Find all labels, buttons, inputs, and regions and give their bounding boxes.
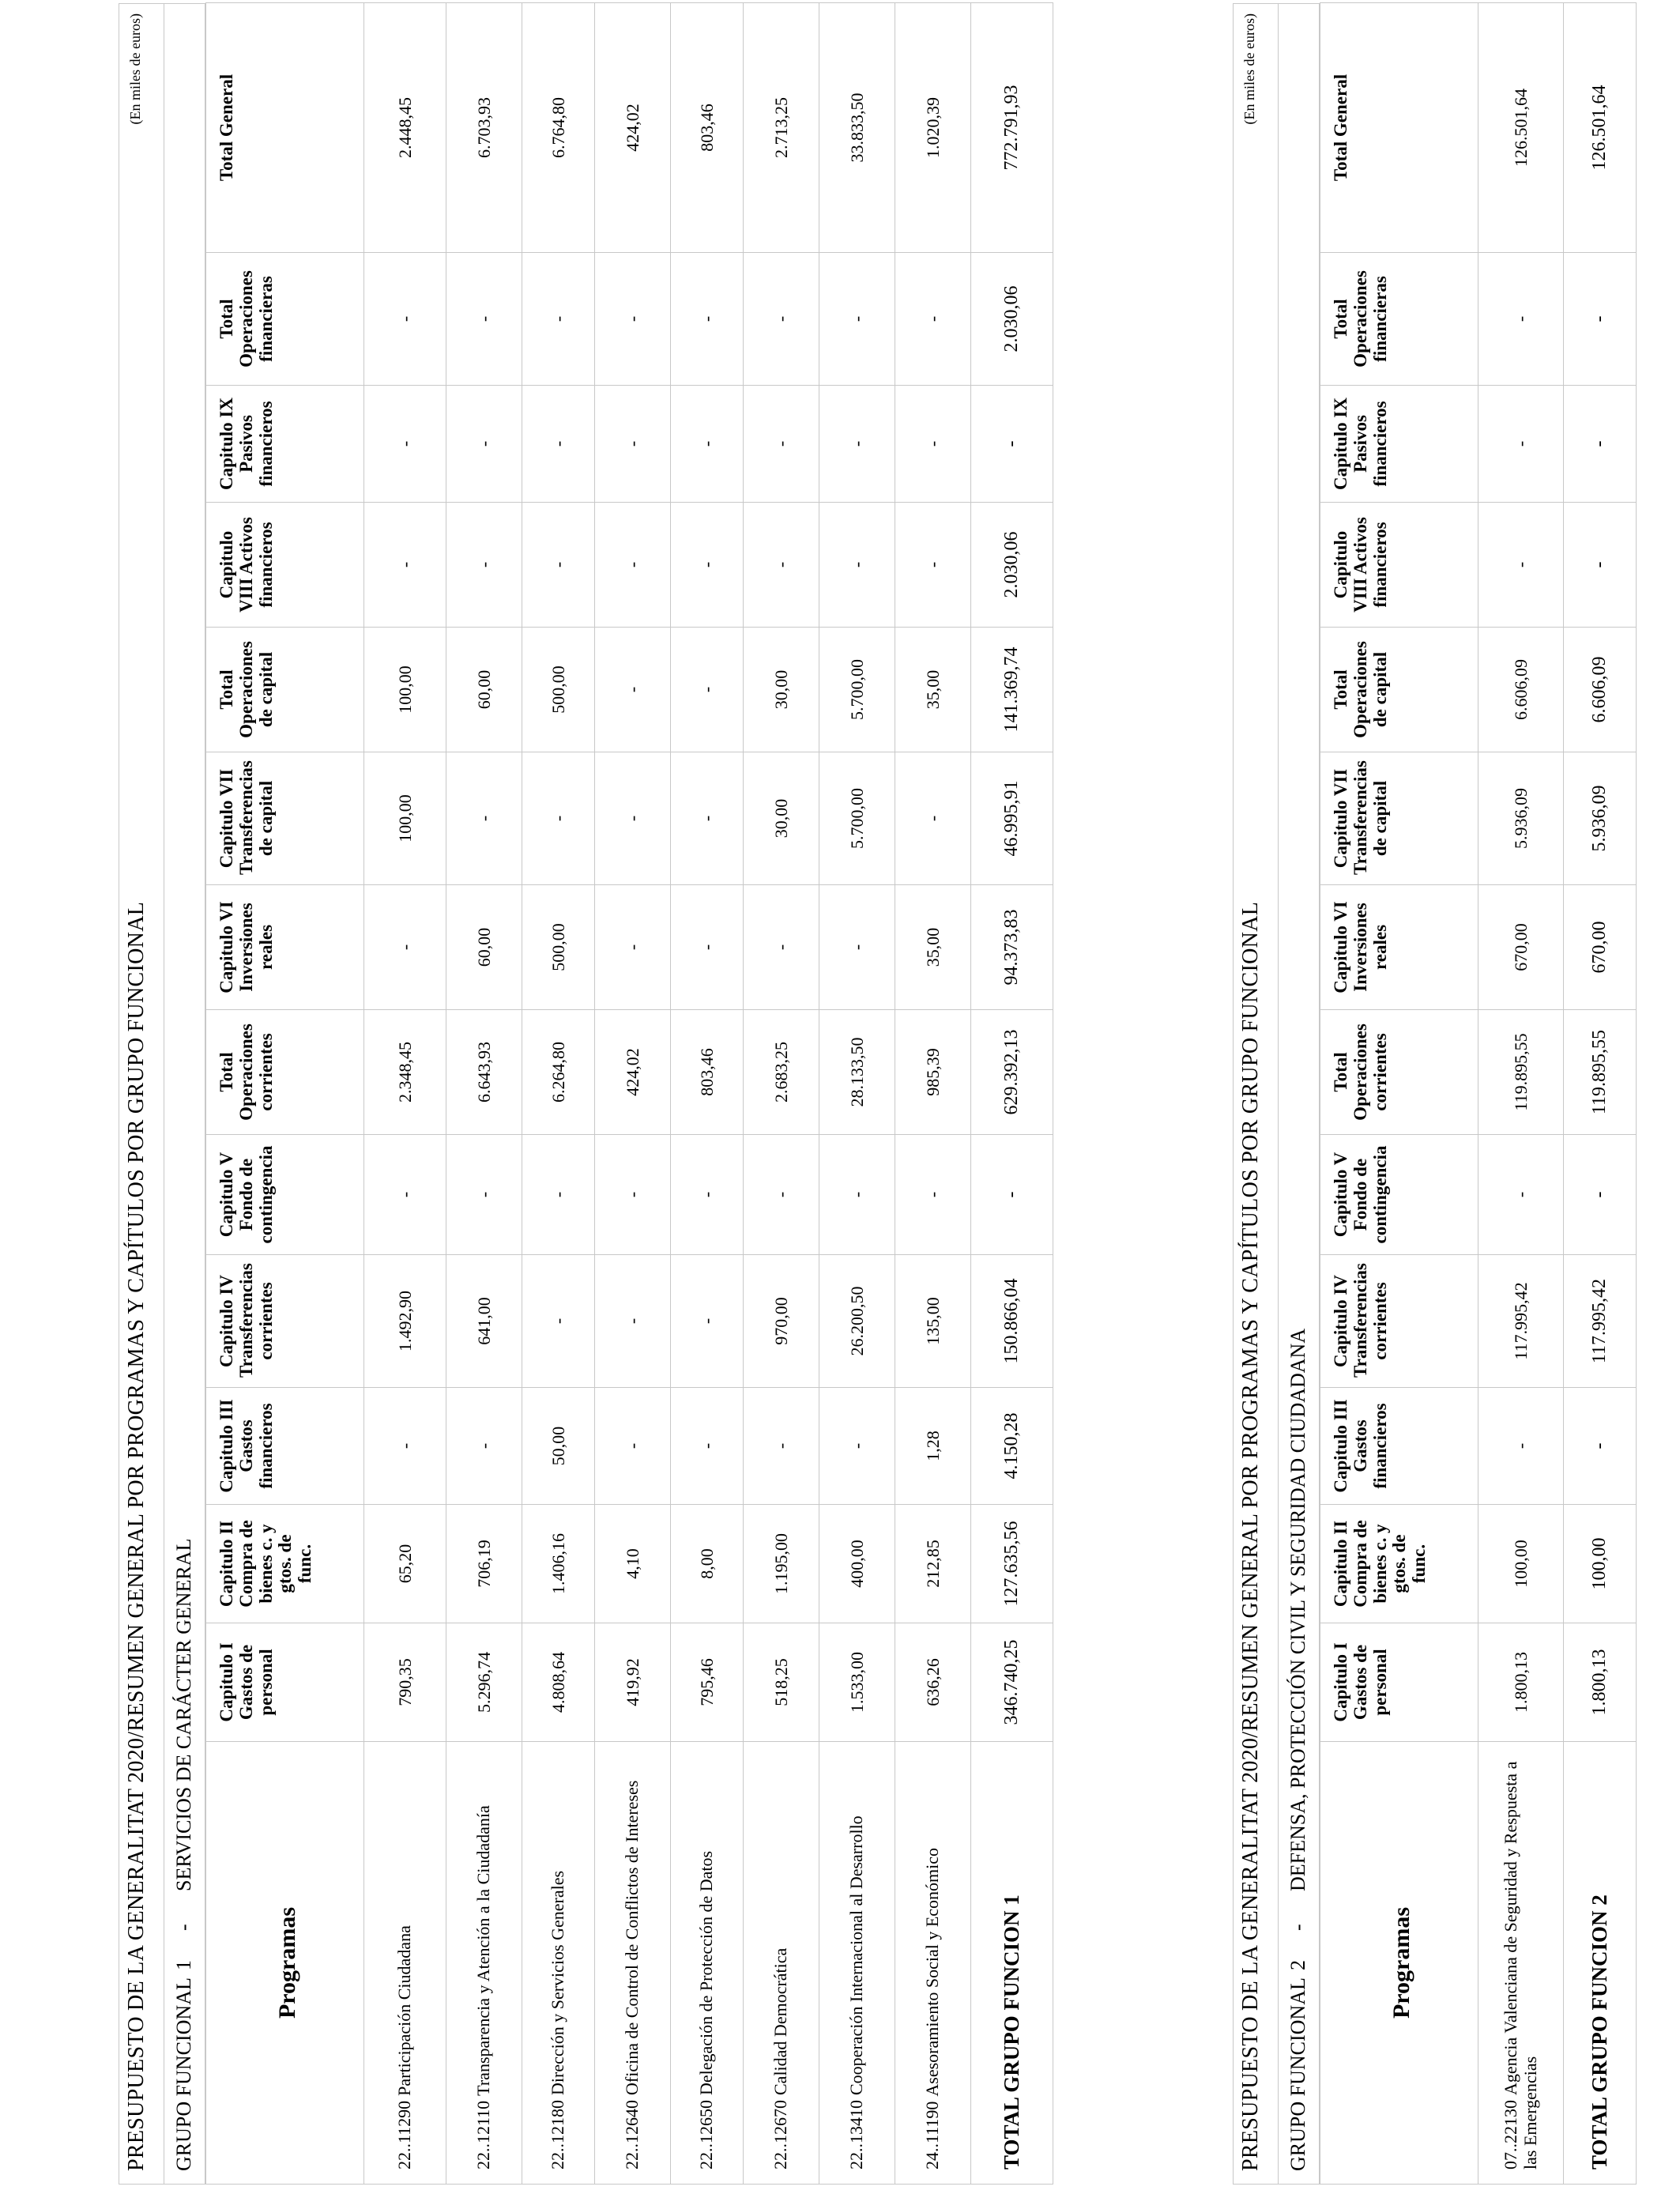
value-cell: - [819,253,895,386]
value-cell: 670,00 [1478,885,1564,1010]
value-cell: 500,00 [522,885,595,1010]
value-cell: 2.683,25 [744,1010,819,1135]
value-cell: 100,00 [1478,1505,1564,1623]
total-value-cell: 1.800,13 [1564,1623,1637,1742]
program-name: Oficina de Control de Conflictos de Intereses [622,1780,642,2095]
column-header: Total General [206,3,364,253]
group-name: SERVICIOS DE CARÁCTER GENERAL [172,1538,195,1891]
column-header: Capitulo VIII Activos financieros [1320,503,1478,628]
value-cell: - [744,885,819,1010]
value-cell: 60,00 [446,885,522,1010]
value-cell: - [522,386,595,503]
value-cell: - [595,1255,671,1388]
group-number: 2 [1286,1960,1309,1970]
total-value-cell: - [971,386,1053,503]
column-header: Capitulo I Gastos de personal [1320,1623,1478,1742]
value-cell: - [671,1388,744,1505]
value-cell: - [895,253,971,386]
total-value-cell: - [971,1135,1053,1255]
report-title: PRESUPUESTO DE LA GENERALITAT 2020/RESUMEN GENERAL POR PROGRAMAS Y CAPÍTULOS POR GRUPO FUNCIONAL [124,901,149,2171]
value-cell: 135,00 [895,1255,971,1388]
value-cell: - [364,253,446,386]
value-cell: 6.703,93 [446,3,522,253]
value-cell: - [671,386,744,503]
value-cell: - [671,885,744,1010]
value-cell: 26.200,50 [819,1255,895,1388]
value-cell: 790,35 [364,1623,446,1742]
value-cell: 119.895,55 [1478,1010,1564,1135]
value-cell: - [595,386,671,503]
value-cell: 706,19 [446,1505,522,1623]
total-value-cell: 141.369,74 [971,628,1053,752]
value-cell: - [364,1388,446,1505]
value-cell: 795,46 [671,1623,744,1742]
value-cell: - [364,885,446,1010]
total-label: TOTAL GRUPO FUNCION 1 [971,1742,1053,2185]
total-value-cell: 94.373,83 [971,885,1053,1010]
column-header: Total Operaciones corrientes [1320,1010,1478,1135]
value-cell: - [819,885,895,1010]
program-cell [671,1742,744,2185]
value-cell: 2.448,45 [364,3,446,253]
total-value-cell: - [1564,253,1637,386]
value-cell: 985,39 [895,1010,971,1135]
program-code: 22..12110 [473,2100,494,2169]
value-cell: 6.764,80 [522,3,595,253]
column-header: Programas [206,1742,364,2185]
value-cell: 970,00 [744,1255,819,1388]
total-value-cell: - [1564,503,1637,628]
value-cell: - [819,1135,895,1255]
total-value-cell: 670,00 [1564,885,1637,1010]
value-cell: - [522,503,595,628]
total-value-cell: 6.606,09 [1564,628,1637,752]
value-cell: 2.713,25 [744,3,819,253]
group-name: DEFENSA, PROTECCIÓN CIVIL Y SEGURIDAD CIUDADANA [1286,1328,1309,1891]
value-cell: 100,00 [364,628,446,752]
value-cell: - [744,1388,819,1505]
value-cell: - [895,386,971,503]
total-value-cell: - [1564,386,1637,503]
column-header: Capitulo VII Transferencias de capital [206,752,364,885]
value-cell: 126.501,64 [1478,3,1564,253]
total-value-cell: 346.740,25 [971,1623,1053,1742]
value-cell: - [446,752,522,885]
program-cell [595,1742,671,2185]
total-value-cell: 2.030,06 [971,503,1053,628]
program-name: Calidad Democrática [770,1947,791,2095]
value-cell: - [595,752,671,885]
total-value-cell: 100,00 [1564,1505,1637,1623]
value-cell: - [446,253,522,386]
value-cell: - [671,752,744,885]
column-header: Capitulo III Gastos financieros [206,1388,364,1505]
column-header: Total General [1320,3,1478,253]
value-cell: - [895,503,971,628]
table-row [446,3,522,2185]
value-cell: 500,00 [522,628,595,752]
value-cell: 424,02 [595,3,671,253]
table-row [595,3,671,2185]
table-row [1478,3,1564,2185]
value-cell: - [819,1388,895,1505]
value-cell: 8,00 [671,1505,744,1623]
column-header: Capitulo VI Inversiones reales [206,885,364,1010]
value-cell: - [671,253,744,386]
total-value-cell: 117.995,42 [1564,1255,1637,1388]
total-label: TOTAL GRUPO FUNCION 2 [1564,1742,1637,2185]
program-cell [895,1742,971,2185]
program-name: Cooperación Internacional al Desarrollo [846,1815,867,2095]
total-value-cell: 772.791,93 [971,3,1053,253]
value-cell: - [1478,1388,1564,1505]
value-cell: - [595,1135,671,1255]
value-cell: - [446,386,522,503]
column-header: Capitulo II Compra de bienes c. y gtos. de func. [206,1505,364,1623]
value-cell: - [1478,1135,1564,1255]
column-header: Total Operaciones de capital [1320,628,1478,752]
total-value-cell: 629.392,13 [971,1010,1053,1135]
column-header: Capitulo IV Transferencias corrientes [1320,1255,1478,1388]
column-header: Capitulo I Gastos de personal [206,1623,364,1742]
value-cell: 636,26 [895,1623,971,1742]
program-code: 24..11190 [922,2101,943,2169]
value-cell: - [1478,253,1564,386]
value-cell: - [364,1135,446,1255]
value-cell: - [364,503,446,628]
column-header: Total Operaciones corrientes [206,1010,364,1135]
value-cell: 117.995,42 [1478,1255,1564,1388]
value-cell: - [819,386,895,503]
value-cell: 50,00 [522,1388,595,1505]
program-name: Participación Ciudadana [394,1925,415,2096]
program-cell [819,1742,895,2185]
value-cell: - [522,253,595,386]
units-note: (En miles de euros) [1241,13,1257,125]
total-value-cell: 5.936,09 [1564,752,1637,885]
table-row [819,3,895,2185]
table-row [671,3,744,2185]
value-cell: - [671,628,744,752]
value-cell: 641,00 [446,1255,522,1388]
column-header: Capitulo VIII Activos financieros [206,503,364,628]
section-panel-2 [1233,3,1680,2185]
value-cell: - [595,253,671,386]
total-value-cell: 127.635,56 [971,1505,1053,1623]
column-header: Capitulo IX Pasivos financieros [1320,386,1478,503]
column-header: Capitulo VII Transferencias de capital [1320,752,1478,885]
value-cell: 424,02 [595,1010,671,1135]
value-cell: 4.808,64 [522,1623,595,1742]
value-cell: 35,00 [895,885,971,1010]
total-row [971,3,1053,2185]
value-cell: - [446,503,522,628]
value-cell: - [446,1135,522,1255]
value-cell: - [671,1255,744,1388]
value-cell: - [744,386,819,503]
value-cell: - [364,386,446,503]
value-cell: - [744,1135,819,1255]
value-cell: 212,85 [895,1505,971,1623]
value-cell: 803,46 [671,1010,744,1135]
value-cell: 4,10 [595,1505,671,1623]
group-label: GRUPO FUNCIONAL [1286,1977,1309,2171]
value-cell: 5.700,00 [819,628,895,752]
value-cell: - [744,503,819,628]
value-cell: 100,00 [364,752,446,885]
value-cell: 803,46 [671,3,744,253]
value-cell: 28.133,50 [819,1010,895,1135]
program-code: 22..12670 [770,2100,791,2169]
value-cell: 1.533,00 [819,1623,895,1742]
value-cell: - [522,1135,595,1255]
total-value-cell: 2.030,06 [971,253,1053,386]
value-cell: 30,00 [744,752,819,885]
budget-table [1320,2,1637,2185]
value-cell: - [595,1388,671,1505]
program-cell [364,1742,446,2185]
value-cell: 5.296,74 [446,1623,522,1742]
value-cell: 1.492,90 [364,1255,446,1388]
budget-table [205,2,1053,2185]
table-row [895,3,971,2185]
value-cell: - [446,1388,522,1505]
value-cell: - [895,1135,971,1255]
column-header: Capitulo V Fondo de contingencia [206,1135,364,1255]
column-header: Capitulo II Compra de bienes c. y gtos. de func. [1320,1505,1478,1623]
program-cell [1478,1742,1564,2185]
program-code: 07..22130 [1500,2100,1520,2169]
column-header: Programas [1320,1742,1478,2185]
value-cell: - [522,1255,595,1388]
header-row [206,3,364,2185]
column-header: Capitulo VI Inversiones reales [1320,885,1478,1010]
program-name: Dirección y Servicios Generales [548,1870,568,2095]
program-name: Transparencia y Atención a la Ciudadanía [473,1805,494,2096]
total-value-cell: 46.995,91 [971,752,1053,885]
group-label: GRUPO FUNCIONAL [172,1977,195,2171]
section-panel-1 [119,3,1024,2185]
program-code: 22..12640 [622,2100,642,2169]
total-value-cell: - [1564,1135,1637,1255]
value-cell: - [595,503,671,628]
title-row [1233,3,1279,2185]
program-code: 22..12180 [548,2100,568,2169]
title-row [119,3,164,2185]
total-value-cell: - [1564,1388,1637,1505]
value-cell: 35,00 [895,628,971,752]
group-number: 1 [172,1960,195,1970]
table-row [364,3,446,2185]
column-header: Capitulo III Gastos financieros [1320,1388,1478,1505]
group-dash: - [1286,1924,1309,1931]
column-header: Capitulo IX Pasivos financieros [206,386,364,503]
value-cell: 33.833,50 [819,3,895,253]
value-cell: 2.348,45 [364,1010,446,1135]
total-row [1564,3,1637,2185]
value-cell: 1,28 [895,1388,971,1505]
column-header: Capitulo V Fondo de contingencia [1320,1135,1478,1255]
group-heading [1279,3,1320,2185]
value-cell: 1.195,00 [744,1505,819,1623]
value-cell: 518,25 [744,1623,819,1742]
header-row [1320,3,1478,2185]
value-cell: 30,00 [744,628,819,752]
table-row [522,3,595,2185]
value-cell: 5.700,00 [819,752,895,885]
group-dash: - [172,1924,195,1931]
program-code: 22..11290 [394,2100,415,2169]
program-name: Asesoramiento Social y Económico [922,1847,943,2097]
column-header: Capitulo IV Transferencias corrientes [206,1255,364,1388]
value-cell: 5.936,09 [1478,752,1564,885]
value-cell: - [819,503,895,628]
report-title: PRESUPUESTO DE LA GENERALITAT 2020/RESUMEN GENERAL POR PROGRAMAS Y CAPÍTULOS POR GRUPO FUNCIONAL [1238,901,1263,2171]
value-cell: 65,20 [364,1505,446,1623]
value-cell: - [895,752,971,885]
value-cell: 419,92 [595,1623,671,1742]
value-cell: - [1478,386,1564,503]
program-name: Delegación de Protección de Datos [696,1850,717,2095]
units-note: (En miles de euros) [127,13,143,125]
value-cell: - [1478,503,1564,628]
value-cell: 1.406,16 [522,1505,595,1623]
total-value-cell: 150.866,04 [971,1255,1053,1388]
value-cell: - [671,503,744,628]
value-cell: - [522,752,595,885]
program-cell [744,1742,819,2185]
value-cell: 400,00 [819,1505,895,1623]
value-cell: 6.606,09 [1478,628,1564,752]
value-cell: - [595,628,671,752]
value-cell: 1.020,39 [895,3,971,253]
program-cell [522,1742,595,2185]
program-code: 22..12650 [696,2100,717,2169]
column-header: Total Operaciones financieras [1320,253,1478,386]
table-row [744,3,819,2185]
value-cell: 1.800,13 [1478,1623,1564,1742]
value-cell: - [671,1135,744,1255]
total-value-cell: 126.501,64 [1564,3,1637,253]
value-cell: - [744,253,819,386]
value-cell: - [595,885,671,1010]
value-cell: 60,00 [446,628,522,752]
value-cell: 6.643,93 [446,1010,522,1135]
total-value-cell: 4.150,28 [971,1388,1053,1505]
column-header: Total Operaciones de capital [206,628,364,752]
value-cell: 6.264,80 [522,1010,595,1135]
program-name: Agencia Valenciana de Seguridad y Respuesta a las Emergencias [1500,1761,1540,2169]
group-heading [164,3,205,2185]
total-value-cell: 119.895,55 [1564,1010,1637,1135]
column-header: Total Operaciones financieras [206,253,364,386]
program-code: 22..13410 [846,2100,867,2169]
program-cell [446,1742,522,2185]
